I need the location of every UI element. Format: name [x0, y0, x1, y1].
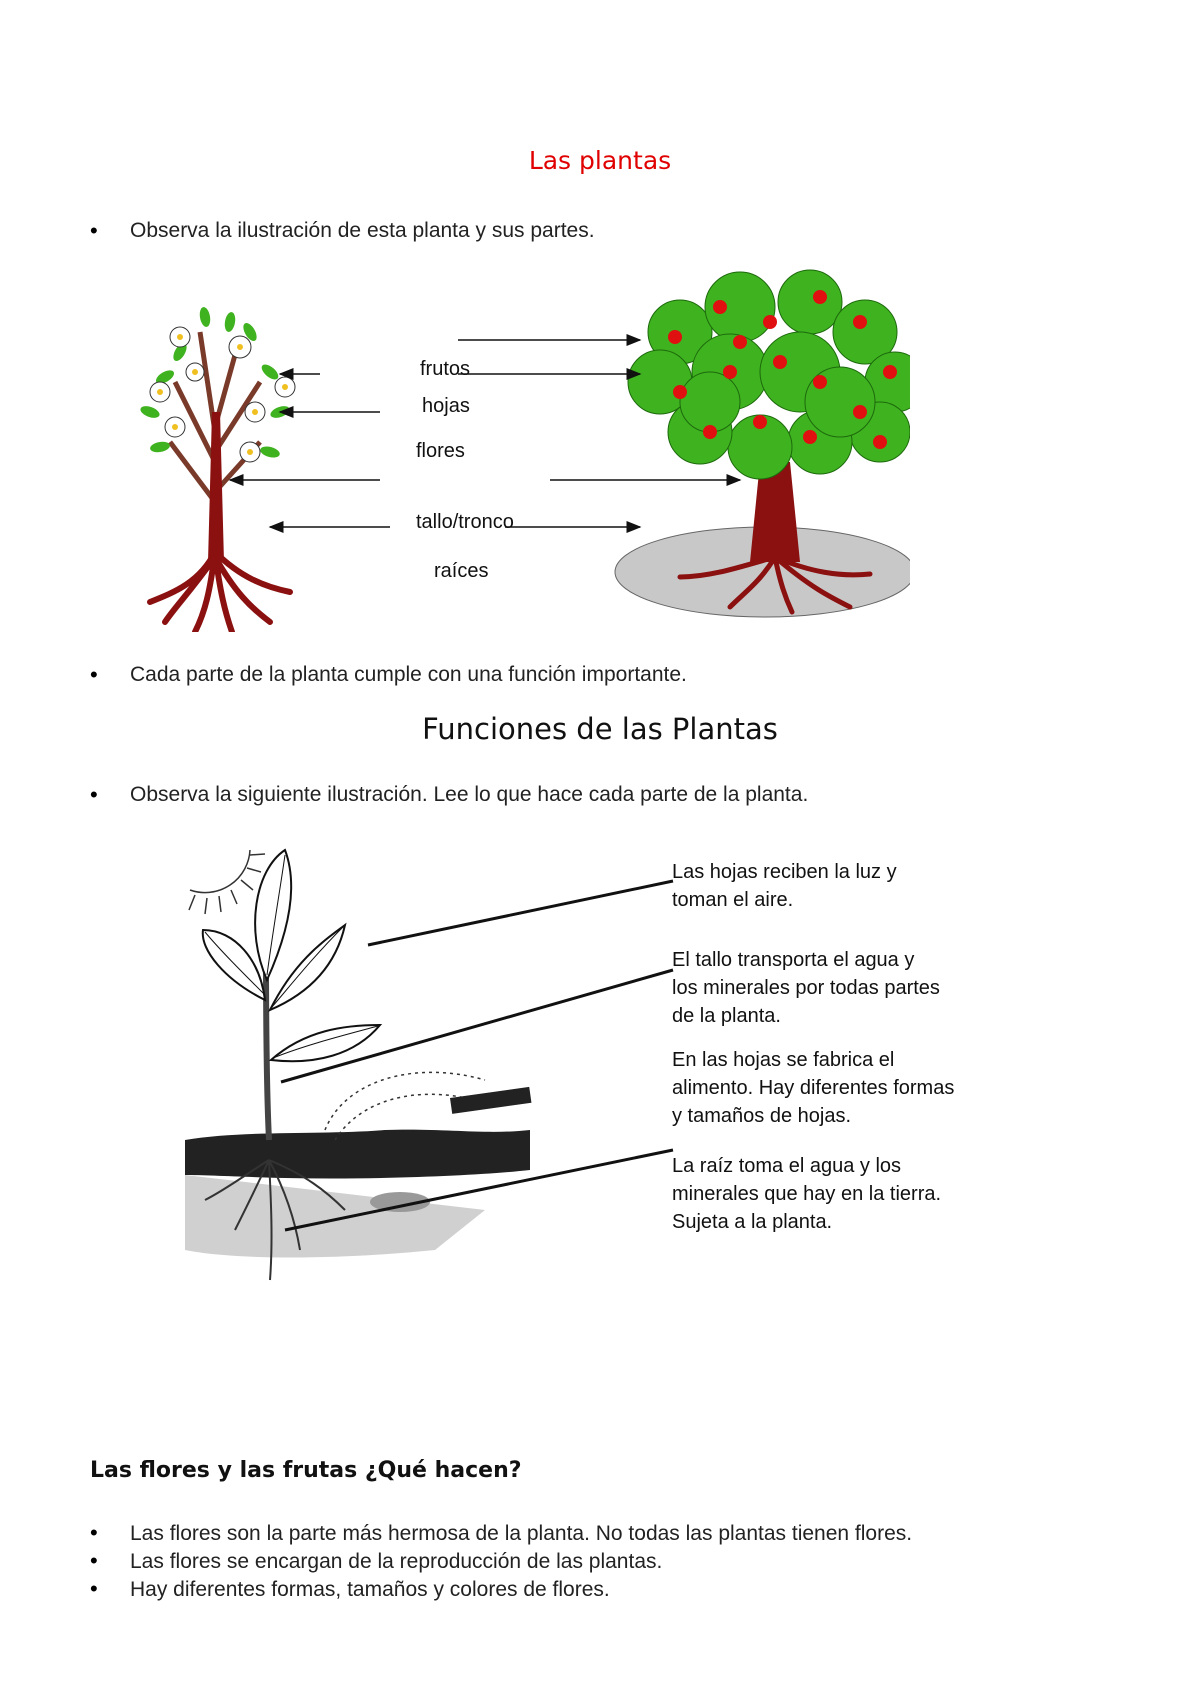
function-text-line: minerales que hay en la tierra.	[672, 1183, 942, 1205]
function-text-line: alimento. Hay diferentes formas	[672, 1077, 955, 1099]
bullet-icon: •	[90, 1520, 98, 1545]
label-frutos: frutos	[420, 358, 471, 380]
functions-heading: Funciones de las Plantas	[422, 712, 778, 746]
flowering-tree-illustration	[139, 306, 295, 632]
function-raiz	[672, 1152, 1032, 1236]
flowers-heading: Las flores y las frutas ¿Qué hacen?	[90, 1458, 522, 1483]
flowers-bullet	[90, 1520, 912, 1548]
function-tallo	[672, 946, 1032, 1030]
bullet-icon: •	[90, 782, 98, 807]
function-text-line: los minerales por todas partes	[672, 977, 940, 999]
function-text-line: toman el aire.	[672, 889, 794, 911]
flowers-bullet	[90, 1576, 610, 1604]
function-text-line: y tamaños de hojas.	[672, 1105, 851, 1127]
label-flores: flores	[416, 440, 465, 462]
function-text-line: Sujeta a la planta.	[672, 1211, 833, 1233]
label-hojas: hojas	[422, 395, 470, 417]
sun-icon	[189, 850, 265, 914]
page-title: Las plantas	[528, 146, 672, 175]
parts-function-bullet	[90, 662, 687, 688]
plant-functions-illustration	[185, 830, 675, 1290]
plant-parts-diagram	[120, 262, 910, 632]
bullet-icon: •	[90, 1548, 98, 1573]
function-text-line: Las hojas reciben la luz y	[672, 861, 897, 883]
function-text-line: de la planta.	[672, 1005, 781, 1027]
flowers-bullet-text: Las flores son la parte más hermosa de la planta. No todas las plantas tienen flores.	[130, 1522, 913, 1545]
flowers-bullet-text: Las flores se encargan de la reproducción de las plantas.	[130, 1550, 663, 1573]
fruit-tree-illustration	[615, 270, 910, 617]
function-text-line: En las hojas se fabrica el	[672, 1049, 895, 1071]
functions-bullet	[90, 782, 808, 808]
bullet-icon: •	[90, 662, 98, 687]
bullet-icon: •	[90, 1576, 98, 1601]
flowers-bullet-text: Hay diferentes formas, tamaños y colores de flores.	[130, 1578, 610, 1601]
functions-bullet-text: Observa la siguiente ilustración. Lee lo que hace cada parte de la planta.	[130, 783, 809, 806]
label-tallo-tronco: tallo/tronco	[416, 511, 514, 533]
function-hojas-alimento	[672, 1046, 1032, 1130]
parts-function-bullet-text: Cada parte de la planta cumple con una función importante.	[130, 663, 687, 686]
bullet-icon: •	[90, 218, 98, 243]
flowers-bullet	[90, 1548, 662, 1576]
function-text-line: El tallo transporta el agua y	[672, 949, 915, 971]
function-text-line: La raíz toma el agua y los	[672, 1155, 902, 1177]
intro-bullet	[90, 218, 595, 244]
function-hojas-luz	[672, 858, 1032, 914]
label-raices: raíces	[434, 560, 489, 582]
intro-bullet-text: Observa la ilustración de esta planta y sus partes.	[130, 219, 595, 242]
